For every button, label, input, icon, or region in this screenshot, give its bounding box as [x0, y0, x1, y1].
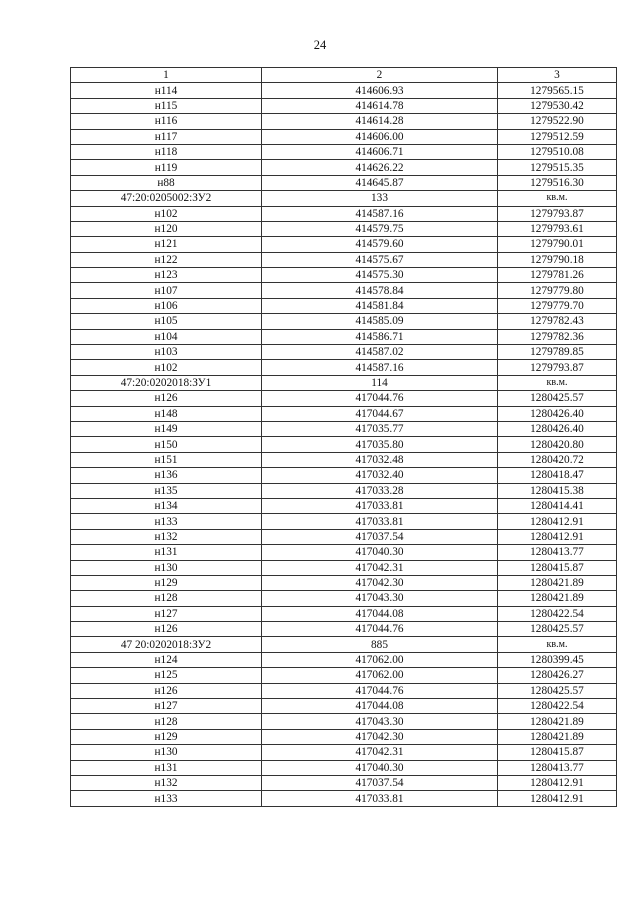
coordinate-x: 417032.48 — [262, 452, 498, 467]
point-id: н136 — [71, 468, 262, 483]
coordinate-x: 417035.77 — [262, 421, 498, 436]
point-id: н102 — [71, 206, 262, 221]
table-row — [71, 714, 617, 729]
table-row — [71, 175, 617, 190]
table-row — [71, 606, 617, 621]
table-row — [71, 329, 617, 344]
table-row — [71, 114, 617, 129]
coordinate-y: 1279790.18 — [498, 252, 617, 267]
parcel-area: 133 — [262, 191, 498, 206]
coordinate-y: 1280414.41 — [498, 498, 617, 513]
coordinate-y: 1279512.59 — [498, 129, 617, 144]
parcel-number: 47:20:0202018:ЗУ1 — [71, 375, 262, 390]
table-row — [71, 760, 617, 775]
parcel-area: 885 — [262, 637, 498, 652]
coordinate-x: 417035.80 — [262, 437, 498, 452]
point-id: н135 — [71, 483, 262, 498]
coordinate-x: 417037.54 — [262, 775, 498, 790]
coordinate-y: 1280420.80 — [498, 437, 617, 452]
parcel-number: 47:20:0205002:ЗУ2 — [71, 191, 262, 206]
point-id: н128 — [71, 714, 262, 729]
table-row — [71, 791, 617, 806]
table-row — [71, 483, 617, 498]
point-id: н125 — [71, 668, 262, 683]
coordinate-x: 417033.28 — [262, 483, 498, 498]
parcel-row — [71, 375, 617, 390]
coordinate-y: 1279522.90 — [498, 114, 617, 129]
table-row — [71, 514, 617, 529]
point-id: н149 — [71, 421, 262, 436]
point-id: н148 — [71, 406, 262, 421]
point-id: н130 — [71, 745, 262, 760]
point-id: н133 — [71, 514, 262, 529]
coordinate-y: 1280412.91 — [498, 791, 617, 806]
coordinate-y: 1280421.89 — [498, 714, 617, 729]
coordinate-x: 417037.54 — [262, 529, 498, 544]
point-id: н134 — [71, 498, 262, 513]
table-row — [71, 144, 617, 159]
coordinate-y: 1280415.87 — [498, 745, 617, 760]
parcel-row — [71, 191, 617, 206]
point-id: н104 — [71, 329, 262, 344]
coordinate-y: 1279781.26 — [498, 268, 617, 283]
point-id: н131 — [71, 760, 262, 775]
coordinate-y: 1280413.77 — [498, 545, 617, 560]
coordinate-x: 417044.67 — [262, 406, 498, 421]
coordinate-y: 1280399.45 — [498, 652, 617, 667]
coordinate-x: 414587.16 — [262, 360, 498, 375]
table-row — [71, 775, 617, 790]
point-id: н106 — [71, 298, 262, 313]
coordinate-x: 417044.08 — [262, 699, 498, 714]
coordinate-y: 1279515.35 — [498, 160, 617, 175]
coordinate-y: 1280425.57 — [498, 622, 617, 637]
table-row — [71, 591, 617, 606]
table-row — [71, 437, 617, 452]
coordinate-y: 1280422.54 — [498, 606, 617, 621]
table-row — [71, 622, 617, 637]
table-row — [71, 668, 617, 683]
column-header-2: 2 — [262, 68, 498, 83]
point-id: н128 — [71, 591, 262, 606]
coordinate-y: 1280412.91 — [498, 529, 617, 544]
table-header-row — [71, 68, 617, 83]
table-row — [71, 360, 617, 375]
point-id: н120 — [71, 221, 262, 236]
coordinate-y: 1280426.40 — [498, 421, 617, 436]
point-id: н127 — [71, 606, 262, 621]
coordinate-x: 417044.76 — [262, 622, 498, 637]
coordinates-table — [70, 67, 617, 807]
table-row — [71, 560, 617, 575]
table-row — [71, 421, 617, 436]
table-row — [71, 129, 617, 144]
coordinate-x: 417044.08 — [262, 606, 498, 621]
coordinate-y: 1279510.08 — [498, 144, 617, 159]
point-id: н129 — [71, 729, 262, 744]
coordinate-y: 1280413.77 — [498, 760, 617, 775]
coordinate-x: 417033.81 — [262, 791, 498, 806]
coordinate-x: 417043.30 — [262, 714, 498, 729]
coordinate-y: 1280426.40 — [498, 406, 617, 421]
area-unit: кв.м. — [498, 191, 617, 206]
coordinate-y: 1279790.01 — [498, 237, 617, 252]
point-id: н88 — [71, 175, 262, 190]
coordinate-x: 417040.30 — [262, 760, 498, 775]
point-id: н126 — [71, 391, 262, 406]
coordinate-x: 414614.78 — [262, 98, 498, 113]
coordinate-x: 417042.30 — [262, 729, 498, 744]
table-row — [71, 391, 617, 406]
coordinate-x: 414587.16 — [262, 206, 498, 221]
table-row — [71, 545, 617, 560]
area-unit: кв.м. — [498, 375, 617, 390]
table-row — [71, 345, 617, 360]
point-id: н119 — [71, 160, 262, 175]
coordinate-x: 414575.67 — [262, 252, 498, 267]
point-id: н103 — [71, 345, 262, 360]
coordinate-y: 1280425.57 — [498, 391, 617, 406]
coordinate-x: 414606.93 — [262, 83, 498, 98]
table-row — [71, 575, 617, 590]
page-number: 24 — [313, 38, 327, 52]
coordinate-x: 414586.71 — [262, 329, 498, 344]
coordinate-y: 1280415.87 — [498, 560, 617, 575]
coordinate-x: 417043.30 — [262, 591, 498, 606]
coordinate-y: 1279516.30 — [498, 175, 617, 190]
coordinate-x: 417044.76 — [262, 683, 498, 698]
table-row — [71, 268, 617, 283]
coordinate-x: 417040.30 — [262, 545, 498, 560]
coordinate-x: 414575.30 — [262, 268, 498, 283]
point-id: н151 — [71, 452, 262, 467]
coordinate-y: 1280421.89 — [498, 591, 617, 606]
coordinate-x: 414626.22 — [262, 160, 498, 175]
point-id: н132 — [71, 775, 262, 790]
coordinate-y: 1279565.15 — [498, 83, 617, 98]
table-row — [71, 206, 617, 221]
table-header — [71, 68, 617, 83]
coordinate-x: 417042.31 — [262, 745, 498, 760]
coordinate-y: 1280415.38 — [498, 483, 617, 498]
coordinate-y: 1280421.89 — [498, 729, 617, 744]
point-id: н115 — [71, 98, 262, 113]
table-row — [71, 314, 617, 329]
table-row — [71, 652, 617, 667]
table-row — [71, 83, 617, 98]
coordinate-x: 417033.81 — [262, 498, 498, 513]
point-id: н121 — [71, 237, 262, 252]
point-id: н117 — [71, 129, 262, 144]
point-id: н127 — [71, 699, 262, 714]
parcel-area: 114 — [262, 375, 498, 390]
coordinate-x: 417044.76 — [262, 391, 498, 406]
coordinate-y: 1279782.43 — [498, 314, 617, 329]
table-row — [71, 298, 617, 313]
column-header-1: 1 — [71, 68, 262, 83]
coordinate-y: 1280425.57 — [498, 683, 617, 698]
table-row — [71, 160, 617, 175]
point-id: н129 — [71, 575, 262, 590]
table-row — [71, 683, 617, 698]
coordinate-y: 1279793.61 — [498, 221, 617, 236]
coordinate-x: 414614.28 — [262, 114, 498, 129]
coordinate-y: 1280418.47 — [498, 468, 617, 483]
coordinate-x: 417042.30 — [262, 575, 498, 590]
coordinate-y: 1279779.80 — [498, 283, 617, 298]
coordinate-y: 1279530.42 — [498, 98, 617, 113]
point-id: н122 — [71, 252, 262, 267]
table-row — [71, 406, 617, 421]
table-body — [71, 83, 617, 806]
table-row — [71, 729, 617, 744]
coordinate-y: 1279779.70 — [498, 298, 617, 313]
parcel-row — [71, 637, 617, 652]
point-id: н131 — [71, 545, 262, 560]
point-id: н150 — [71, 437, 262, 452]
coordinate-x: 417042.31 — [262, 560, 498, 575]
table-row — [71, 237, 617, 252]
coordinate-y: 1280412.91 — [498, 775, 617, 790]
coordinate-x: 414645.87 — [262, 175, 498, 190]
point-id: н126 — [71, 683, 262, 698]
table-row — [71, 252, 617, 267]
table-row — [71, 468, 617, 483]
point-id: н123 — [71, 268, 262, 283]
point-id: н124 — [71, 652, 262, 667]
point-id: н130 — [71, 560, 262, 575]
coordinate-x: 414585.09 — [262, 314, 498, 329]
table-row — [71, 221, 617, 236]
table-row — [71, 745, 617, 760]
table-row — [71, 283, 617, 298]
coordinate-x: 417062.00 — [262, 668, 498, 683]
table-row — [71, 452, 617, 467]
table-row — [71, 98, 617, 113]
point-id: н118 — [71, 144, 262, 159]
coordinate-x: 417033.81 — [262, 514, 498, 529]
coordinate-x: 417032.40 — [262, 468, 498, 483]
point-id: н126 — [71, 622, 262, 637]
coordinate-y: 1280426.27 — [498, 668, 617, 683]
coordinate-y: 1279793.87 — [498, 360, 617, 375]
area-unit: кв.м. — [498, 637, 617, 652]
coordinate-y: 1279782.36 — [498, 329, 617, 344]
coordinate-y: 1280412.91 — [498, 514, 617, 529]
coordinate-y: 1280422.54 — [498, 699, 617, 714]
point-id: н105 — [71, 314, 262, 329]
column-header-3: 3 — [498, 68, 617, 83]
point-id: н132 — [71, 529, 262, 544]
coordinate-x: 414581.84 — [262, 298, 498, 313]
point-id: н114 — [71, 83, 262, 98]
coordinate-x: 414606.00 — [262, 129, 498, 144]
coordinate-y: 1279789.85 — [498, 345, 617, 360]
parcel-number: 47 20:0202018:ЗУ2 — [71, 637, 262, 652]
table-row — [71, 529, 617, 544]
point-id: н133 — [71, 791, 262, 806]
coordinate-x: 414587.02 — [262, 345, 498, 360]
coordinate-y: 1279793.87 — [498, 206, 617, 221]
point-id: н107 — [71, 283, 262, 298]
coordinate-x: 414579.60 — [262, 237, 498, 252]
coordinate-y: 1280420.72 — [498, 452, 617, 467]
point-id: н116 — [71, 114, 262, 129]
point-id: н102 — [71, 360, 262, 375]
coordinate-x: 414606.71 — [262, 144, 498, 159]
coordinate-y: 1280421.89 — [498, 575, 617, 590]
table-row — [71, 498, 617, 513]
coordinate-x: 417062.00 — [262, 652, 498, 667]
coordinate-x: 414579.75 — [262, 221, 498, 236]
table-row — [71, 699, 617, 714]
coordinate-x: 414578.84 — [262, 283, 498, 298]
